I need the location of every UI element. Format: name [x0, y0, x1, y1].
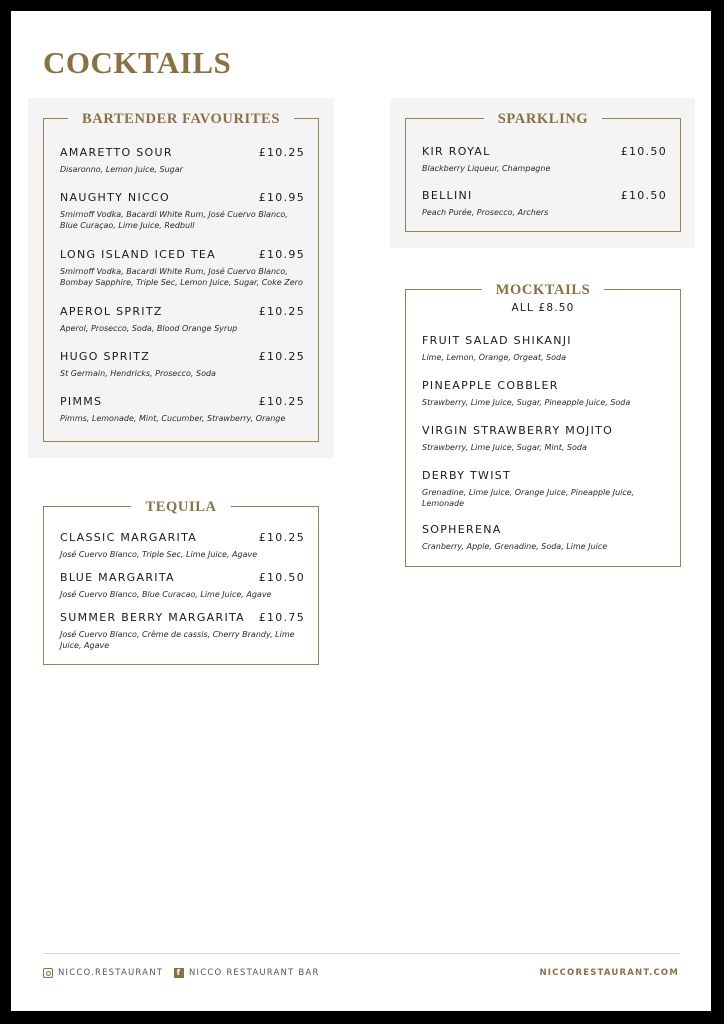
mocktails-price-note: ALL £8.50	[511, 302, 575, 314]
item-price: £10.25	[258, 146, 305, 159]
item-name: PINEAPPLE COBBLER	[422, 379, 559, 392]
item-description: Smirnoff Vodka, Bacardi White Rum, José Cuervo Blanco, Blue Curaçao, Lime Juice, Redbull	[60, 210, 288, 230]
item-name: LONG ISLAND ICED TEA	[60, 248, 217, 261]
section-heading: BARTENDER FAVOURITES	[68, 110, 294, 128]
item-description: Blackberry Liqueur, Champagne	[422, 164, 551, 173]
menu-item	[60, 571, 305, 600]
menu-item	[60, 395, 305, 424]
item-name: BELLINI	[422, 189, 473, 202]
item-price: £10.25	[258, 531, 305, 544]
menu-item	[60, 305, 305, 334]
menu-item	[422, 523, 667, 552]
menu-item	[422, 145, 667, 174]
footer-divider	[43, 953, 679, 954]
item-price: £10.75	[258, 611, 305, 624]
item-price: £10.50	[620, 145, 667, 158]
item-name: CLASSIC MARGARITA	[60, 531, 198, 544]
item-name: APEROL SPRITZ	[60, 305, 163, 318]
item-description: Aperol, Prosecco, Soda, Blood Orange Syrup	[60, 324, 238, 333]
item-description: Disaronno, Lemon Juice, Sugar	[60, 165, 183, 174]
facebook-page: NICCO RESTAURANT BAR	[189, 968, 320, 978]
menu-item	[422, 469, 667, 509]
item-price: £10.50	[258, 571, 305, 584]
item-description: Strawberry, Lime Juice, Sugar, Pineapple Juice, Soda	[422, 398, 631, 407]
menu-item	[422, 334, 667, 363]
website-link[interactable]: NICCORESTAURANT.COM	[539, 968, 679, 978]
item-description: Strawberry, Lime Juice, Sugar, Mint, Soda	[422, 443, 587, 452]
menu-item	[60, 248, 305, 288]
item-description: St Germain, Hendricks, Prosecco, Soda	[60, 369, 216, 378]
menu-item	[422, 189, 667, 218]
item-name: NAUGHTY NICCO	[60, 191, 170, 204]
menu-item	[60, 350, 305, 379]
instagram-link[interactable]	[43, 968, 163, 978]
facebook-icon: f	[174, 968, 184, 978]
item-description: José Cuervo Blanco, Blue Curacao, Lime Juice, Agave	[60, 590, 272, 599]
item-description: José Cuervo Blanco, Triple Sec, Lime Juice, Agave	[60, 550, 258, 559]
bartender-favourites-box	[43, 111, 319, 442]
item-description: Cranberry, Apple, Grenadine, Soda, Lime Juice	[422, 542, 608, 551]
item-name: DERBY TWIST	[422, 469, 512, 482]
item-name: AMARETTO SOUR	[60, 146, 173, 159]
item-name: VIRGIN STRAWBERRY MOJITO	[422, 424, 614, 437]
item-name: SOPHERENA	[422, 523, 502, 536]
sparkling-box	[405, 111, 681, 232]
facebook-link[interactable]	[174, 968, 320, 978]
menu-item	[422, 424, 667, 453]
menu-item	[60, 191, 305, 231]
section-heading: MOCKTAILS	[482, 281, 605, 299]
menu-page	[11, 11, 711, 1011]
item-price: £10.50	[620, 189, 667, 202]
item-name: FRUIT SALAD SHIKANJI	[422, 334, 572, 347]
item-description: Grenadine, Lime Juice, Orange Juice, Pineapple Juice, Lemonade	[422, 488, 635, 508]
item-description: Lime, Lemon, Orange, Orgeat, Soda	[422, 353, 567, 362]
item-price: £10.25	[258, 395, 305, 408]
item-name: PIMMS	[60, 395, 103, 408]
bartender-favourites-panel	[28, 98, 334, 458]
menu-item	[60, 531, 305, 560]
item-description: Smirnoff Vodka, Bacardi White Rum, José Cuervo Blanco, Bombay Sapphire, Triple Sec, Lemon Juice, Sugar, Coke Zero	[60, 267, 303, 287]
section-heading: SPARKLING	[484, 110, 603, 128]
item-description: José Cuervo Blanco, Crème de cassis, Cherry Brandy, Lime Juice, Agave	[60, 630, 295, 650]
instagram-icon	[43, 968, 53, 978]
item-name: KIR ROYAL	[422, 145, 491, 158]
section-heading: TEQUILA	[131, 498, 230, 516]
mocktails-box	[405, 282, 681, 567]
menu-item	[422, 379, 667, 408]
item-price: £10.95	[258, 248, 305, 261]
menu-item	[60, 146, 305, 175]
item-name: BLUE MARGARITA	[60, 571, 175, 584]
item-price: £10.25	[258, 350, 305, 363]
item-price: £10.25	[258, 305, 305, 318]
menu-item	[60, 611, 305, 651]
item-name: SUMMER BERRY MARGARITA	[60, 611, 245, 624]
item-description: Pimms, Lemonade, Mint, Cucumber, Strawberry, Orange	[60, 414, 286, 423]
sparkling-panel	[390, 98, 695, 248]
page-title: COCKTAILS	[43, 45, 232, 80]
tequila-box	[43, 499, 319, 665]
instagram-handle: NICCO.RESTAURANT	[58, 968, 164, 978]
item-name: HUGO SPRITZ	[60, 350, 151, 363]
item-price: £10.95	[258, 191, 305, 204]
item-description: Peach Purée, Prosecco, Archers	[422, 208, 549, 217]
